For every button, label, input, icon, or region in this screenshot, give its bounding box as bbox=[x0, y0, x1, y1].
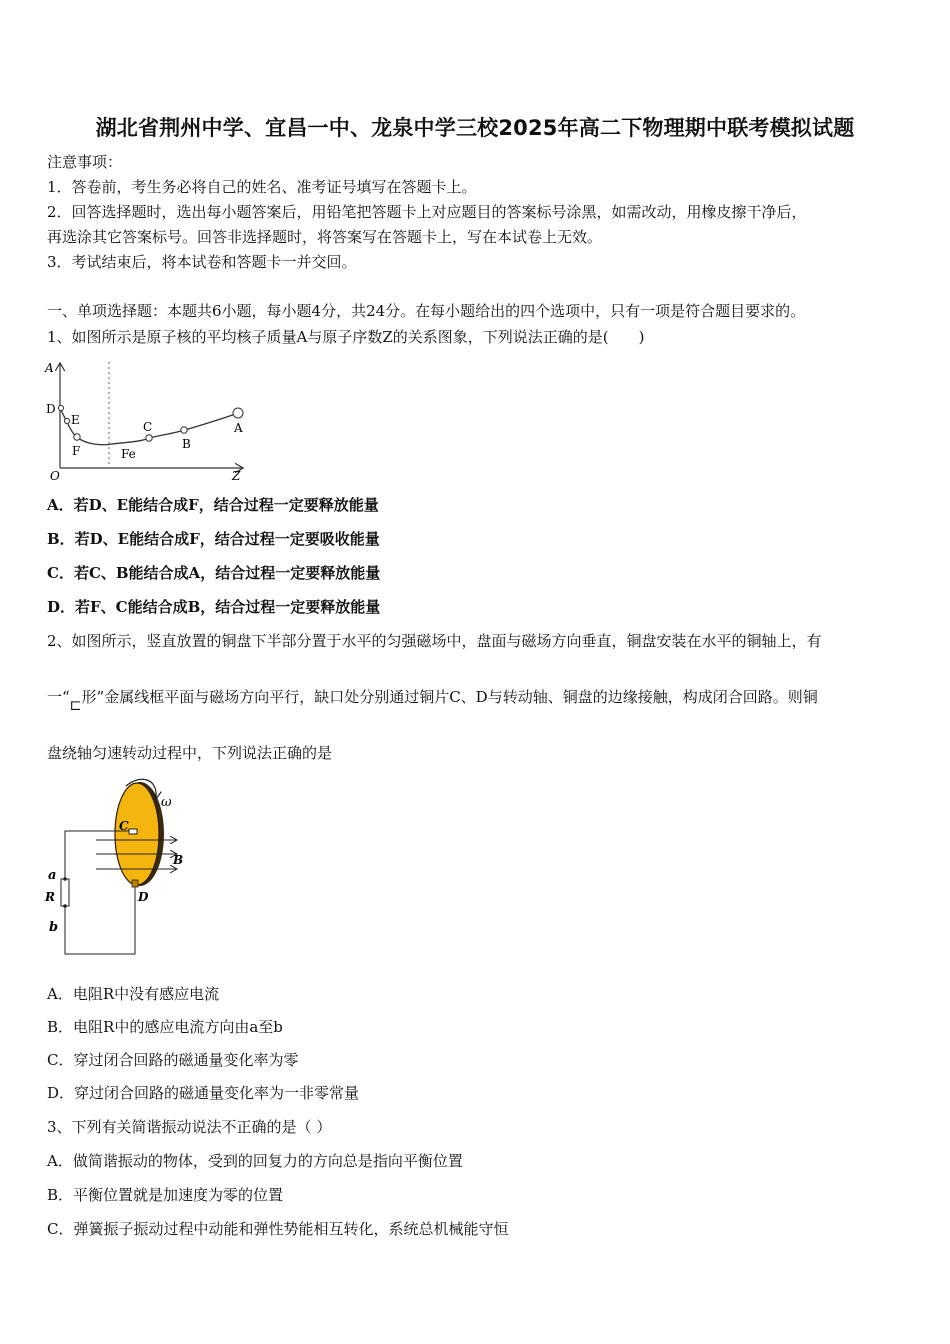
q2-option-a: A．电阻R中没有感应电流 bbox=[47, 985, 220, 1003]
frame-shape-icon: ⊏ bbox=[69, 698, 82, 714]
q2-wire-bottom bbox=[65, 887, 135, 954]
q3-option-c: C．弹簧振子振动过程中动能和弹性势能相互转化，系统总机械能守恒 bbox=[47, 1220, 509, 1238]
q1-label-e: E bbox=[71, 413, 80, 427]
q1-x-axis-label: Z bbox=[232, 469, 241, 483]
q2-label-d: D bbox=[138, 890, 149, 904]
q1-point-b bbox=[181, 427, 187, 433]
q2-stem-line-3: 盘绕轴匀速转动过程中，下列说法正确的是 bbox=[47, 744, 333, 762]
q1-label-b: B bbox=[182, 437, 191, 451]
page-title: 湖北省荆州中学、宜昌一中、龙泉中学三校2025年高二下物理期中联考模拟试题 bbox=[95, 116, 855, 140]
q2-label-r: R bbox=[45, 890, 55, 904]
q2-stem-line-2 bbox=[47, 688, 818, 714]
q2-stem-line-2-suffix: 形”金属线框平面与磁场方向平行，缺口处分别通过铜片C、D与转动轴、铜盘的边缘接触，构成闭合回路。则铜 bbox=[81, 688, 818, 706]
q2-omega-label: ω bbox=[161, 795, 172, 810]
q1-point-c bbox=[146, 435, 152, 441]
q1-label-f: F bbox=[72, 444, 81, 458]
q3-option-b: B．平衡位置就是加速度为零的位置 bbox=[47, 1186, 284, 1204]
notice-item-3: 3．考试结束后，将本试卷和答题卡一并交回。 bbox=[47, 253, 357, 271]
q2-node-b bbox=[63, 904, 67, 908]
notice-item-2-line-2: 再选涂其它答案标号。回答非选择题时，将答案写在答题卡上，写在本试卷上无效。 bbox=[47, 228, 603, 246]
q2-node-a bbox=[63, 877, 67, 881]
q2-option-b: B．电阻R中的感应电流方向由a至b bbox=[47, 1018, 283, 1036]
q2-edge-contact bbox=[132, 880, 138, 887]
q1-origin-label: O bbox=[50, 469, 60, 483]
q1-point-a bbox=[233, 408, 243, 418]
q1-binding-curve-figure bbox=[40, 358, 250, 483]
q1-option-c: C．若C、B能结合成A，结合过程一定要释放能量 bbox=[47, 564, 381, 582]
q1-point-f bbox=[74, 434, 80, 440]
q2-field-label-b: B bbox=[173, 853, 184, 867]
q3-option-a: A．做简谐振动的物体，受到的回复力的方向总是指向平衡位置 bbox=[47, 1152, 463, 1170]
q2-label-c: C bbox=[119, 819, 129, 833]
q1-label-fe: Fe bbox=[121, 447, 136, 461]
q1-label-d: D bbox=[46, 402, 56, 416]
notice-item-2-line-1: 2．回答选择题时，选出每小题答案后，用铅笔把答题卡上对应题目的答案标号涂黑，如需改动，用橡皮擦干净后， bbox=[47, 203, 807, 221]
q1-point-d bbox=[58, 405, 63, 410]
q2-option-c: C．穿过闭合回路的磁通量变化率为零 bbox=[47, 1051, 299, 1069]
q2-copper-disk-figure bbox=[40, 772, 200, 962]
q2-label-b-node: b bbox=[49, 920, 59, 935]
q1-label-a: A bbox=[234, 421, 243, 435]
notice-heading: 注意事项： bbox=[47, 153, 123, 171]
q1-label-c: C bbox=[143, 420, 153, 434]
q2-stem-line-2-prefix: 一“ bbox=[47, 688, 70, 706]
q1-stem: 1、如图所示是原子核的平均核子质量A与原子序数Z的关系图象，下列说法正确的是( ) bbox=[47, 328, 645, 346]
q1-option-a: A．若D、E能结合成F，结合过程一定要释放能量 bbox=[47, 496, 379, 514]
q1-option-b: B．若D、E能结合成F，结合过程一定要吸收能量 bbox=[47, 530, 380, 548]
q1-point-e bbox=[64, 418, 69, 423]
q2-option-d: D．穿过闭合回路的磁通量变化率为一非零常量 bbox=[47, 1084, 360, 1102]
q2-resistor bbox=[61, 879, 69, 906]
q3-stem: 3、下列有关简谐振动说法不正确的是（ ） bbox=[47, 1118, 332, 1136]
section-1-heading: 一、单项选择题：本题共6小题，每小题4分，共24分。在每小题给出的四个选项中，只有一项是符合题目要求的。 bbox=[47, 302, 806, 320]
q2-axle-contact bbox=[129, 829, 137, 834]
q1-option-d: D．若F、C能结合成B，结合过程一定要释放能量 bbox=[47, 598, 381, 616]
notice-item-1: 1．答卷前，考生务必将自己的姓名、准考证号填写在答题卡上。 bbox=[47, 178, 477, 196]
q1-y-axis-label: A bbox=[45, 361, 54, 375]
q2-label-a: a bbox=[48, 868, 57, 883]
q2-stem-line-1: 2、如图所示，竖直放置的铜盘下半部分置于水平的匀强磁场中，盘面与磁场方向垂直，铜盘安装在水平的铜轴上，有 bbox=[47, 632, 822, 650]
